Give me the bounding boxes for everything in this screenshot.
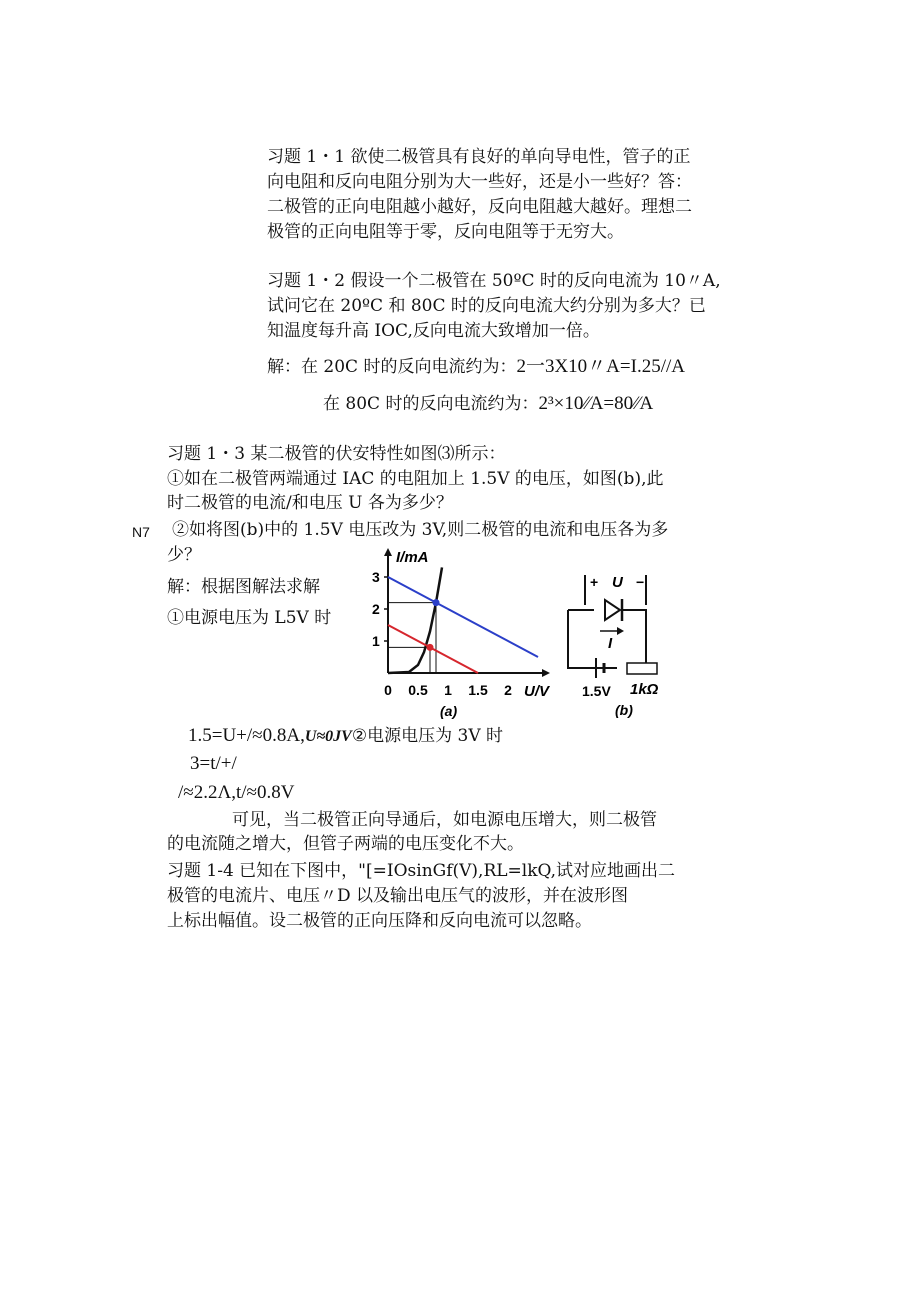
margin-mark: N7 [132, 524, 150, 540]
figure-b-caption: (b) [615, 702, 633, 718]
solution-heading: 解：根据图解法求解 [167, 577, 320, 597]
current-label: I [608, 635, 613, 652]
problem-1-2-line: 试问它在 20ºC 和 80C 时的反向电流大约分别为多大？已 [267, 296, 706, 316]
load-line-3v [388, 577, 538, 657]
y-axis-arrow [384, 548, 392, 556]
resistor-label: 1kΩ [630, 681, 659, 698]
problem-1-4-line: 上标出幅值。设二极管的正向压降和反向电流可以忽略。 [167, 911, 592, 931]
conclusion-line: 的电流随之增大，但管子两端的电压变化不大。 [167, 834, 524, 854]
problem-1-1-line: 二极管的正向电阻越小越好，反向电阻越大越好。理想二 [267, 197, 692, 217]
problem-1-4-line: 习题 1-4 已知在下图中，"[=IOsinGf(V),RL=lkQ,试对应地画出二 [167, 861, 676, 881]
equation-2: 3=t/+/ [190, 753, 237, 774]
operating-point [433, 599, 440, 606]
solution-20c-prefix: 解：在 20C 时的反向电流约为： [267, 357, 517, 377]
y-tick-label: 3 [372, 569, 380, 585]
figure-b-circuit [560, 565, 680, 725]
problem-1-1-line: 向电阻和反向电阻分别为大一些好，还是小一些好？答： [267, 172, 692, 192]
solution-80c-prefix: 在 80C 时的反向电流约为： [323, 394, 539, 414]
problem-1-3-item2: 少？ [167, 545, 201, 565]
voltage-plus: + [590, 574, 599, 590]
current-arrowhead [617, 627, 624, 635]
diode-symbol [605, 600, 620, 620]
solution-case-2: ②电源电压为 3V 时 [351, 726, 503, 746]
figure-a-ylabel: I/mA [396, 549, 429, 566]
voltage-label: U [612, 574, 623, 591]
voltage-minus: − [636, 574, 645, 590]
problem-1-3-item2: ②如将图(b)中的 1.5V 电压改为 3V,则二极管的电流和电压各为多 [172, 520, 669, 540]
resistor-symbol [627, 663, 657, 674]
problem-1-4-line: 极管的电流片、电压〃D 以及输出电压气的波形，并在波形图 [167, 886, 629, 906]
equation-line-1 [188, 726, 503, 747]
problem-1-3-title: 习题 1・3 某二极管的伏安特性如图⑶所示： [167, 444, 506, 464]
x-tick-label: 2 [504, 682, 512, 698]
problem-1-1-line: 习题 1・1 欲使二极管具有良好的单向导电性，管子的正 [267, 147, 691, 167]
diode-curve [388, 567, 442, 673]
problem-1-3-item1: 时二极管的电流/和电压 U 各为多少？ [167, 493, 453, 513]
figure-a-xlabel: U/V [524, 683, 550, 700]
problem-1-2-line: 习题 1・2 假设一个二极管在 50ºC 时的反向电流为 10〃A, [267, 271, 721, 291]
figure-a-vi-characteristic [360, 548, 560, 723]
solution-80c [323, 394, 653, 414]
problem-1-2-line: 知温度每升高 IOC,反向电流大致增加一倍。 [267, 321, 600, 341]
y-tick-label: 1 [372, 633, 380, 649]
solution-case-1: ①电源电压为 L5V 时 [167, 608, 332, 628]
y-tick-label: 2 [372, 601, 380, 617]
figure-a-caption: (a) [440, 703, 458, 719]
problem-1-1-line: 极管的正向电阻等于零，反向电阻等于无穷大。 [267, 222, 624, 242]
x-tick-label: 0 [384, 682, 392, 698]
x-tick-label: 1.5 [468, 682, 488, 698]
x-axis-arrow [542, 669, 550, 677]
source-label: 1.5V [582, 683, 611, 699]
solution-20c-equation: 2一3X10〃A=I.25//A [516, 356, 685, 377]
equation-3: /≈2.2Λ,t/≈0.8V [178, 782, 295, 803]
solution-80c-equation: 2³×10⁄⁄A=80⁄⁄A [538, 393, 654, 414]
operating-point [427, 644, 434, 651]
solution-20c [267, 357, 685, 377]
equation-1-italic: U≈0JV [304, 728, 352, 745]
equation-1: 1.5=U+/≈0.8A, [188, 725, 305, 746]
x-tick-label: 0.5 [408, 682, 428, 698]
x-tick-label: 1 [444, 682, 452, 698]
conclusion-line: 可见，当二极管正向导通后，如电源电压增大，则二极管 [232, 810, 657, 830]
problem-1-3-item1: ①如在二极管两端通过 IAC 的电阻加上 1.5V 的电压，如图(b),此 [167, 469, 664, 489]
